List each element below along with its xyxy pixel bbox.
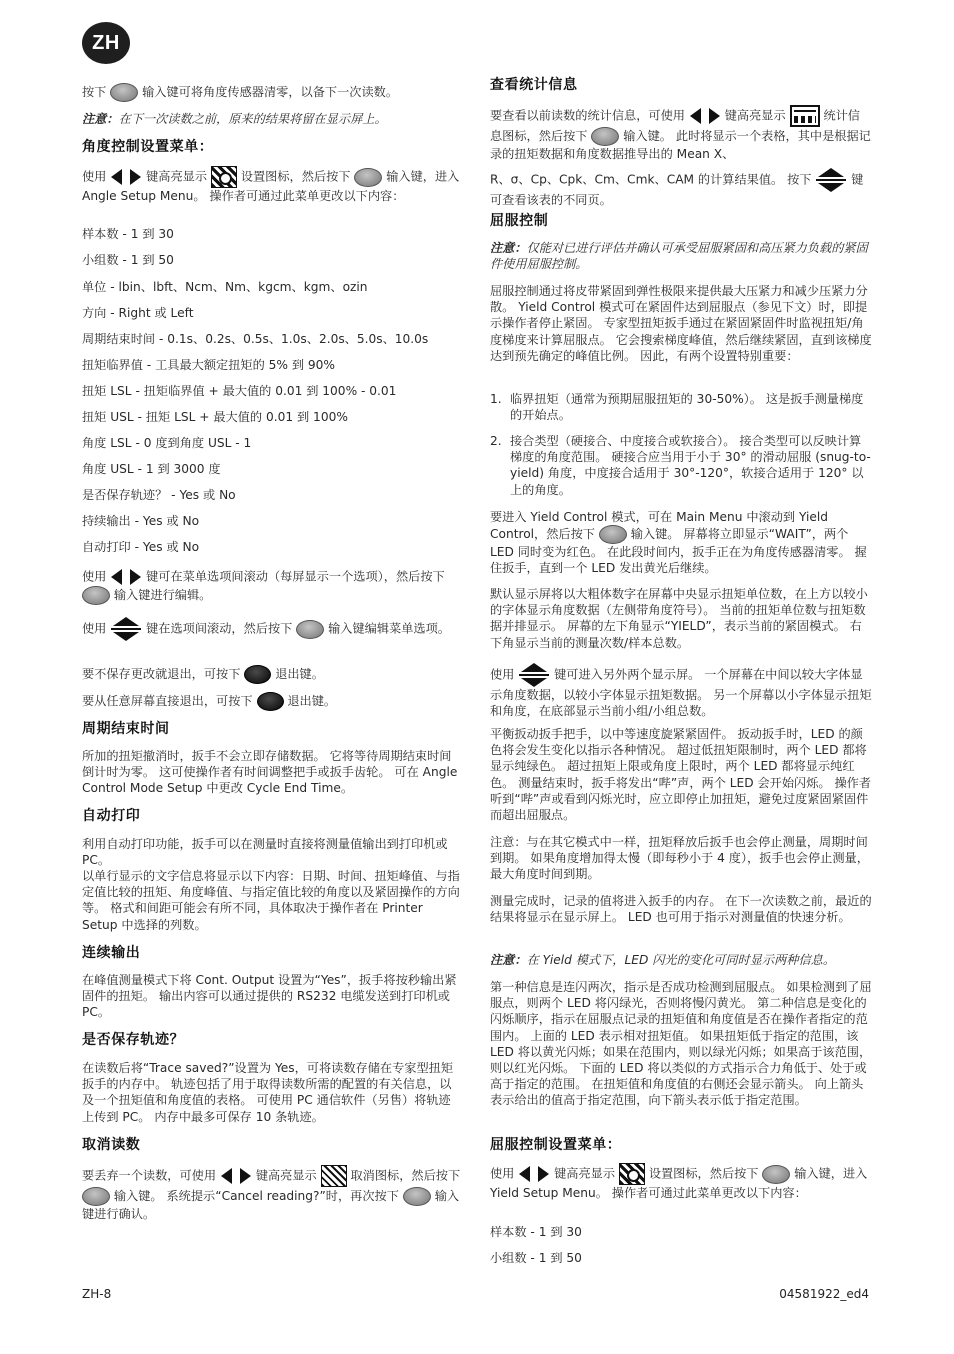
language-badge: ZH <box>82 22 130 64</box>
setting-item: 小组数 - 1 到 50 <box>490 1251 582 1265</box>
setup-icon <box>619 1163 645 1185</box>
cancel-icon <box>321 1165 347 1187</box>
paragraph-default-display: 默认显示屏将以大粗体数字在屏幕中央显示扭矩单位数，在上方以较小的字体显示角度数据（左侧带角度符号）。 当前的扭矩单位数与扭矩数据并排显示。 屏幕的左下角显示“YIELD”，表示当前的紧固模式。 右下角显示当前的测量次数/样本总数。 <box>490 587 868 650</box>
setting-item: 是否保存轨迹？ - Yes 或 No <box>82 488 236 502</box>
enter-key-icon <box>110 83 138 102</box>
setting-item: 扭矩临界值 - 工具最大额定扭矩的 5% 到 90% <box>82 358 336 372</box>
heading-angle-setup-menu: 角度控制设置菜单： <box>82 139 214 155</box>
note-previous-result: 注意：在下一次读数之前，原来的结果将留在显示屏上。 <box>82 112 387 126</box>
arrow-left-right-icon <box>689 107 721 125</box>
document-code: 04581922_ed4 <box>779 1287 869 1301</box>
paragraph-enter-yield-mode: 要进入 Yield Control 模式，可在 Main Menu 中滚动到 Yield Control，然后按下 输入键。 屏幕将立即显示“WAIT”，两个 LED 同时变为红色。 在此段时间内，扳手正在为角度传感器清零。 握住扳手，直到一个 LED 发出黄光后继续。 <box>490 510 867 576</box>
setting-item: 角度 USL - 1 到 3000 度 <box>82 462 221 476</box>
paragraph-continuous-output: 在峰值测量模式下将 Cont. Output 设置为“Yes”，扳手将按秒输出紧固件的扭矩。 输出内容可以通过提供的 RS232 电缆发送到打印机或 PC。 <box>82 973 457 1020</box>
paragraph-exit-any: 要从任意屏幕直接退出，可按下 退出键。 <box>82 692 462 711</box>
setting-item: 角度 LSL - 0 度到角度 USL - 1 <box>82 436 252 450</box>
note-led-flash: 注意：在 Yield 模式下，LED 闪光的变化可同时显示两种信息。 <box>490 953 836 967</box>
paragraph-scroll-options: 使用 键可在菜单选项间滚动（每屏显示一个选项），然后按下 输入键进行编辑。 <box>82 568 462 605</box>
paragraph-exit-no-save: 要不保存更改就退出，可按下 退出键。 <box>82 665 462 684</box>
escape-key-icon <box>257 692 284 711</box>
note-yield-control: 注意：仅能对已进行评估并确认可承受屈服紧固和高压紧力负载的紧固件使用屈服控制。 <box>490 241 868 272</box>
page-number: ZH-8 <box>82 1287 112 1301</box>
setting-item: 方向 - Right 或 Left <box>82 306 194 320</box>
enter-key-icon <box>762 1165 790 1184</box>
statistics-icon <box>790 105 820 127</box>
arrow-left-right-icon <box>518 1165 550 1183</box>
paragraph-cancel-reading: 要丢弃一个读数，可使用 键高亮显示 取消图标，然后按下 输入键。 系统提示“Cancel reading?”时，再次按下 输入键进行确认。 <box>82 1165 462 1222</box>
paragraph-trace-saved: 在读数后将“Trace saved?”设置为 Yes，可将读数存储在专家型扭矩扳手的内存中。 轨迹包括了用于取得读数所需的配置的有关信息，以及一个扭矩值和角度值的表格。 可使用 PC 通信软件（另售）将轨迹上传到 PC。 内存中最多可保存 10 条轨迹。 <box>82 1061 454 1124</box>
paragraph-led-sequence: 第一种信息是连闪两次，指示是否成功检测到屈服点。 如果检测到了屈服点，则两个 LED 将闪绿光，否则将慢闪黄光。 第二种信息是变化的闪烁顺序，指示在屈服点记录的扭矩值和角度值是否在操作者指定的范围内。 上面的 LED 表示相对扭矩值。 如果扭矩低于指定的范围，该 LED 将以黄光闪烁；如果在范围内，则以绿光闪烁；如果高于该范围，则以红光闪烁。 下面的 LED 将以类似的方式指示合力角低于、处于或高于指定的范围。 在扭矩值和角度值的右侧还会显示箭头。 向上箭头表示给出的值高于指定范围，向下箭头表示低于指定范围。 <box>490 980 872 1108</box>
heading-trace-saved: 是否保存轨迹？ <box>82 1032 185 1048</box>
setting-item: 扭矩 LSL - 扭矩临界值 + 最大值的 0.01 到 100% - 0.01 <box>82 384 397 398</box>
enter-key-icon <box>599 525 627 544</box>
enter-key-icon <box>82 1187 110 1206</box>
paragraph-auto-print-1: 利用自动打印功能，扳手可以在测量时直接将测量值输出到打印机或 PC。 <box>82 837 448 868</box>
arrow-up-down-icon <box>815 168 847 192</box>
setting-item: 小组数 - 1 到 50 <box>82 253 174 267</box>
enter-key-icon <box>403 1187 431 1206</box>
setting-item: 样本数 - 1 到 30 <box>82 227 174 241</box>
setting-item: 样本数 - 1 到 30 <box>490 1225 582 1239</box>
arrow-left-right-icon <box>110 568 142 586</box>
enter-key-icon <box>591 127 619 146</box>
heading-auto-print: 自动打印 <box>82 808 141 824</box>
arrow-left-right-icon <box>220 1167 252 1185</box>
enter-key-icon <box>354 168 382 187</box>
paragraph-edit-options: 使用 键在选项间滚动，然后按下 输入键编辑菜单选项。 <box>82 617 462 641</box>
setup-icon <box>211 166 237 188</box>
arrow-up-down-icon <box>518 663 550 687</box>
heading-cycle-end-time: 周期结束时间 <box>82 721 170 737</box>
paragraph-cycle-end-time: 所加的扭矩撤消时，扳手不会立即存储数据。 它将等待周期结束时间倒计时为零。 这可使操作者有时间调整把手或扳手齿轮。 可在 Angle Control Mode Setup 中更改 Cycle End Time。 <box>82 749 458 796</box>
heading-yield-setup-menu: 屈服控制设置菜单： <box>490 1137 622 1153</box>
arrow-up-down-icon <box>110 617 142 641</box>
paragraph-angle-setup: 使用 键高亮显示 设置图标，然后按下 输入键，进入 Angle Setup Menu。 操作者可通过此菜单更改以下内容： <box>82 166 462 204</box>
paragraph-led-indication: 平衡扳动扳手把手，以中等速度旋紧紧固件。 扳动扳手时，LED 的颜色将会发生变化以指示各种情况。 超过低扭矩限制时，两个 LED 都将显示纯绿色。 超过扭矩上限或角度上限时，两个 LED 都将显示纯红色。 测量结束时，扳手将发出“哔”声，两个 LED 会开始闪烁。 操作者听到“哔”声或看到闪烁光时，应立即停止加扭矩，避免过度紧固紧固件而超出屈服点。 <box>490 727 872 823</box>
paragraph-measure-complete: 测量完成时，记录的值将进入扳手的内存。 在下一次读数之前，最近的结果将显示在显示屏上。 LED 也可用于指示对测量值的快速分析。 <box>490 894 872 925</box>
setting-item: 自动打印 - Yes 或 No <box>82 540 200 554</box>
paragraph-auto-print-2: 以单行显示的文字信息将显示以下内容：日期、时间、扭矩峰值、与指定值比较的扭矩、角度峰值、与指定值比较的角度以及紧固操作的方向等。 格式和间距可能会有所不同，具体取决于操作者在 Printer Setup 中选择的列数。 <box>82 869 460 932</box>
heading-continuous-output: 连续输出 <box>82 945 141 961</box>
escape-key-icon <box>244 665 271 684</box>
enter-key-icon <box>296 620 324 639</box>
arrow-left-right-icon <box>110 168 142 186</box>
paragraph-statistics-values: R、σ、Cp、Cpk、Cm、Cmk、CAM 的计算结果值。 按下 键可查看该表的不同页。 <box>490 168 872 208</box>
paragraph-yield-setup: 使用 键高亮显示 设置图标，然后按下 输入键，进入 Yield Setup Menu。 操作者可通过此菜单更改以下内容： <box>490 1163 872 1201</box>
list-item: 1. 临界扭矩（通常为预期屈服扭矩的 30-50%）。 这是扳手测量梯度的开始点。 <box>490 392 864 423</box>
setting-item: 扭矩 USL - 扭矩 LSL + 最大值的 0.01 到 100% <box>82 410 348 424</box>
paragraph-stop-measure: 注意：与在其它模式中一样，扭矩释放后扳手也会停止测量，周期时间到期。 如果角度增加得太慢（即每秒小于 4 度），扳手也会停止测量，最大角度时间到期。 <box>490 835 869 882</box>
paragraph-other-displays: 使用 键可进入另外两个显示屏。 一个屏幕在中间以较大字体显示角度数据，以较小字体显示扭矩数据。 另一个屏幕以小字体显示扭矩和角度，在底部显示当前小组/小组总数。 <box>490 663 872 719</box>
setting-item: 持续输出 - Yes 或 No <box>82 514 200 528</box>
heading-cancel-reading: 取消读数 <box>82 1137 141 1153</box>
paragraph-zero-angle: 按下 输入键可将角度传感器清零，以备下一次读数。 <box>82 83 462 102</box>
list-item: 2. 接合类型（硬接合、中度接合或软接合）。 接合类型可以反映计算梯度的角度范围。 硬接合应当用于小于 30° 的滑动屈服 (snug-to-yield) 角度，中度接合适用于 30°-120°，软接合适用于 120° 以上的角度。 <box>490 434 871 497</box>
setting-item: 单位 - lbin、lbft、Ncm、Nm、kgcm、kgm、ozin <box>82 280 368 294</box>
paragraph-yield-intro: 屈服控制通过将皮带紧固到弹性极限来提供最大压紧力和减少压紧力分散。 Yield Control 模式可在紧固件达到屈服点（参见下文）时，即提示操作者停止紧固。 专家型扭矩扳手通过在紧固紧固件时监视扭矩/角度梯度来计算屈服点。 它会搜索梯度峰值，然后继续紧固，直到该梯度达到预先确定的峰值比例。 因此，有两个设置特别重要： <box>490 284 872 363</box>
paragraph-view-statistics: 要查看以前读数的统计信息，可使用 键高亮显示 统计信息图标，然后按下 输入键。 此时将显示一个表格，其中是根据记录的扭矩数据和角度数据推导出的 Mean X、 <box>490 105 872 162</box>
heading-view-statistics: 查看统计信息 <box>490 77 578 93</box>
enter-key-icon <box>82 586 110 605</box>
setting-item: 周期结束时间 - 0.1s、0.2s、0.5s、1.0s、2.0s、5.0s、10.0s <box>82 332 429 346</box>
heading-yield-control: 屈服控制 <box>490 213 549 229</box>
